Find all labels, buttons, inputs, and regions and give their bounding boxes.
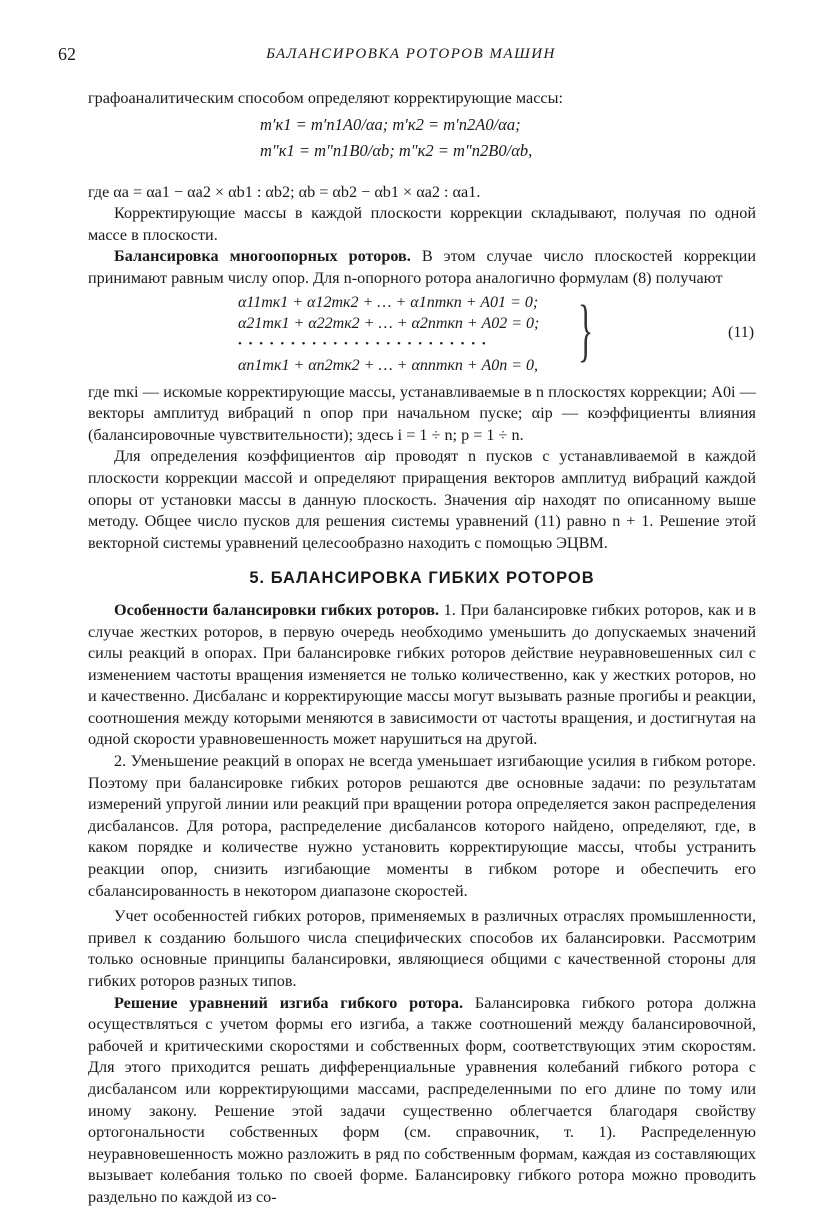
solve-text: Балансировка гибкого ротора должна осуществляться с учетом формы его изгиба, а также соотношений между балансировочной, рабочей и критическими скоростями и собственных форм, соответствующих этим скоростям. Для этого приходится решать дифференциальные уравнения колебаний гибкого ротора с дисбалансом или корректирующими массами, распределенными по его длине по тому или иному закону. Решение этой задачи существенно облегчается благодаря свойству ортогональности собственных форм (см. справочник, т. 1). Распределенную неуравновешенность можно разложить в ряд по собственным формам, каждая из составляющих вызывает колебания только по своей форме. Балансировку гибкого ротора можно проводить раздельно по каждой из со- [88, 993, 757, 1206]
paragraph-planes: Корректирующие массы в каждой плоскости коррекции складывают, получая по одной массе в плоскости. [88, 204, 756, 244]
system-line-n: αn1mк1 + αn2mк2 + … + αnnmкn + A0n = 0, [238, 356, 539, 374]
features-text: 1. При балансировке гибких роторов, как и в случае жестких роторов, в первую очередь необходимо уменьшить до допускаемых значений силы реакций в опорах. При балансировке гибких роторов действие неуравновешенных сил с изменением частоты вращения изменяется не только количественно, как у жестких роторов, но и качественно. Дисбаланс и корректирующие массы могут вызывать разные прогибы и реакции, соотношения между которыми меняются в зависимости от частоты вращения, и достигнутая на одной скорости уравновешенность может нарушиться на другой. [88, 600, 756, 749]
system-line-dots: • • • • • • • • • • • • • • • • • • • • • • • • [238, 337, 488, 350]
multi-support-heading: Балансировка многоопорных роторов. [114, 247, 411, 266]
paragraph-account: Учет особенностей гибких роторов, применяемых в различных отраслях промышленности, привел к созданию большого числа специфических способов их балансировки. Рассмотрим только основные принципы балансировки, являющиеся общими с качественной стороны для гибких роторов разных типов. [88, 907, 756, 990]
page-number: 62 [58, 44, 76, 64]
paragraph-solve [88, 993, 756, 1209]
paragraph-multi-support [88, 246, 756, 289]
system-line-2: α21mк1 + α22mк2 + … + α2nmкn + A02 = 0; [238, 314, 540, 332]
solve-heading: Решение уравнений изгиба гибкого ротора. [114, 993, 464, 1012]
page-body [88, 88, 756, 1209]
formula-block [88, 110, 756, 182]
features-heading: Особенности балансировки гибких роторов. [114, 600, 440, 619]
where-line: где αa = αa1 − αa2 × αb1 : αb2; αb = αb2 − αb1 × αa2 : αa1. [88, 182, 481, 201]
running-title: БАЛАНСИРОВКА РОТОРОВ МАШИН [266, 46, 556, 62]
paragraph-coefficients: Для определения коэффициентов αip проводят n пусков с устанавливаемой в каждой плоскости коррекции массой и определяют приращения векторов амплитуд вибраций каждой опоры от установки массы в данную плоскость. Значения αip находят по описанному выше методу. Общее число пусков для решения системы уравнений (11) равно n + 1. Решение этой векторной системы уравнений целесообразно находить с помощью ЭЦВМ. [88, 447, 756, 552]
multi-support-text: В этом случае число плоскостей коррекции принимают равным числу опор. Для n-опорного ротора аналогично формулам (8) получают [88, 247, 756, 287]
equation-number: (11) [728, 323, 755, 341]
right-brace: } [578, 291, 594, 369]
equation-system [88, 292, 756, 378]
paragraph-where-variables: где mкi — искомые корректирующие массы, устанавливаемые в n плоскостях коррекции; A0i — векторы амплитуд вибраций n опор при начальном пуске; αip — коэффициенты влияния (балансировочные чувствительности); здесь i = 1 ÷ n; p = 1 ÷ n. [88, 382, 756, 444]
paragraph-features [88, 600, 756, 751]
formula-line-1: m′к1 = m′п1A0/αa; m′к2 = m′п2A0/αa; [260, 114, 521, 134]
formula-line-2: m″к1 = m″п1B0/αb; m″к2 = m″п2B0/αb, [260, 140, 533, 160]
paragraph-two: 2. Уменьшение реакций в опорах не всегда уменьшает изгибающие усилия в гибком роторе. Поэтому при балансировке гибких роторов решаются две основные задачи: по результатам измерений упругой линии или реакций при вращении ротора определяется закон распределения дисбалансов. Для ротора, распределение дисбалансов которого найдено, определяют, где, в каком порядке и количестве нужно установить корректирующие массы, чтобы устранить реакции опор, снизить изгибающие моменты в гибком роторе и обеспечить его сбалансированность в некотором диапазоне скоростей. [88, 752, 756, 900]
intro-line: графоаналитическим способом определяют корректирующие массы: [88, 89, 563, 107]
section-heading: 5. БАЛАНСИРОВКА ГИБКИХ РОТОРОВ [249, 569, 595, 588]
system-line-1: α11mк1 + α12mк2 + … + α1nmкn + A01 = 0; [238, 293, 539, 311]
